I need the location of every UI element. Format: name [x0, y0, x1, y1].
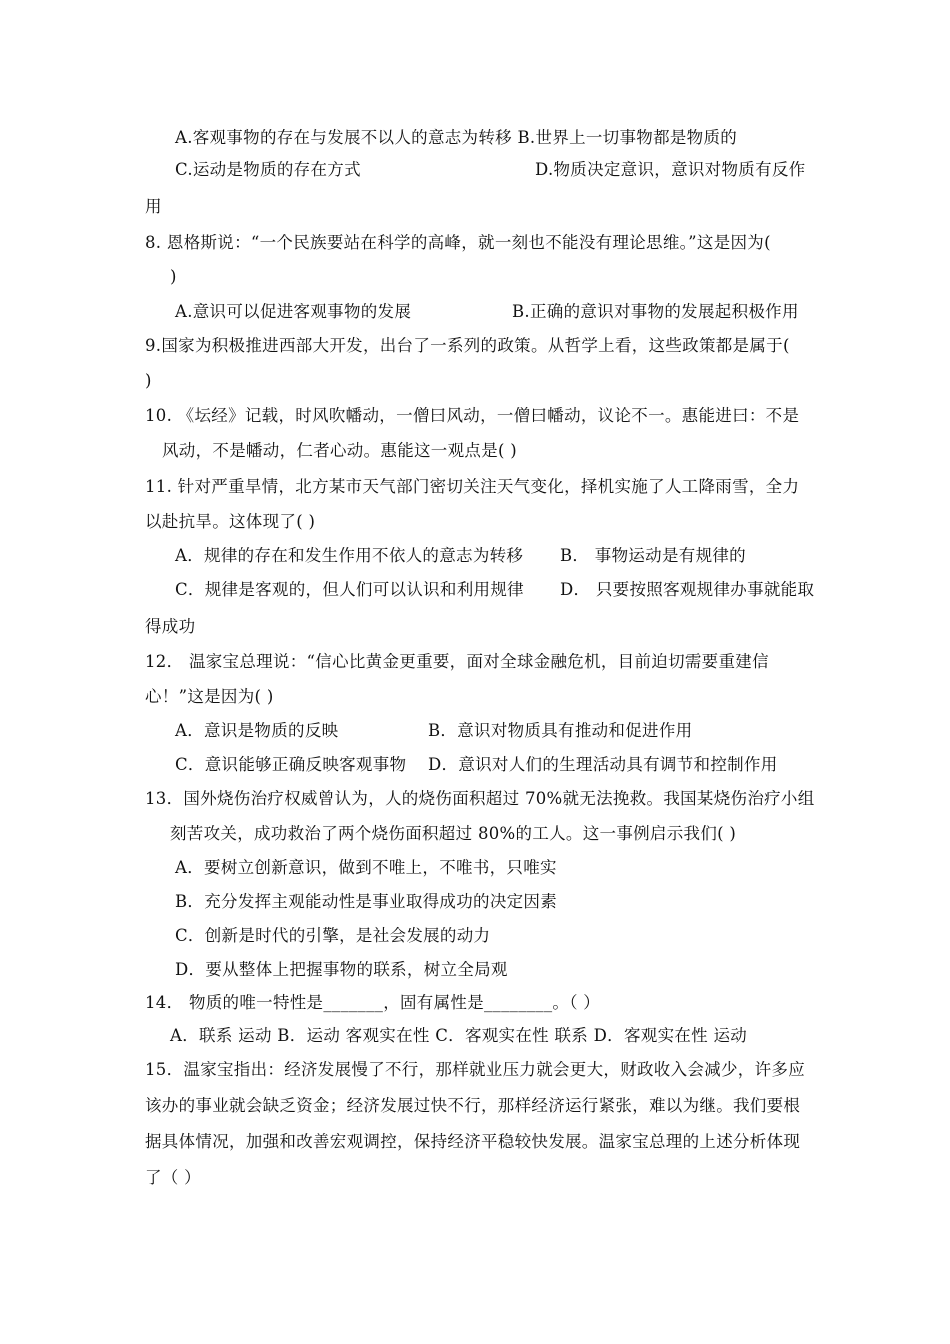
q11-option-d-cont: 得成功 — [145, 617, 196, 636]
q12-option-d: D．意识对人们的生理活动具有调节和控制作用 — [428, 755, 778, 774]
q9-stem: 9.国家为积极推进西部大开发，出台了一系列的政策。从哲学上看，这些政策都是属于( — [145, 336, 790, 355]
q12-option-c: C．意识能够正确反映客观事物 — [175, 755, 407, 774]
q10-stem-cont: 风动，不是幡动，仁者心动。惠能这一观点是( ) — [162, 441, 518, 460]
q13-option-d: D．要从整体上把握事物的联系，树立全局观 — [175, 960, 508, 979]
q13-stem-cont: 刻苦攻关，成功救治了两个烧伤面积超过 80%的工人。这一事例启示我们( ) — [170, 824, 737, 843]
q15-stem: 15．温家宝指出：经济发展慢了不行，那样就业压力就会更大，财政收入会减少，许多应 — [145, 1060, 805, 1079]
q14-stem: 14． 物质的唯一特性是_______，固有属性是________。（ ） — [145, 993, 601, 1012]
q12-option-a: A．意识是物质的反映 — [175, 721, 339, 740]
q10-stem: 10. 《坛经》记载，时风吹幡动，一僧曰风动，一僧曰幡动，议论不一。惠能进曰：不是 — [145, 406, 800, 425]
q11-option-d: D． 只要按照客观规律办事就能取 — [560, 580, 815, 599]
q11-stem: 11. 针对严重旱情，北方某市天气部门密切关注天气变化，择机实施了人工降雨雪，全力 — [145, 477, 800, 496]
q13-option-a: A．要树立创新意识，做到不唯上，不唯书，只唯实 — [175, 858, 557, 877]
q8-stem: 8. 恩格斯说：“一个民族要站在科学的高峰，就一刻也不能没有理论思维。”这是因为( — [145, 233, 771, 252]
q8-option-b: B.正确的意识对事物的发展起积极作用 — [512, 302, 799, 321]
q7-option-c: C.运动是物质的存在方式 — [175, 160, 361, 179]
q11-option-b: B． 事物运动是有规律的 — [560, 546, 746, 565]
q12-stem: 12． 温家宝总理说：“信心比黄金更重要，面对全球金融危机，目前迫切需要重建信 — [145, 652, 769, 671]
q7-options-ab: A.客观事物的存在与发展不以人的意志为转移 B.世界上一切事物都是物质的 — [175, 128, 738, 147]
q15-stem-cont-2: 据具体情况，加强和改善宏观调控，保持经济平稳较快发展。温家宝总理的上述分析体现 — [145, 1132, 801, 1151]
q12-option-b: B．意识对物质具有推动和促进作用 — [428, 721, 693, 740]
q8-option-a: A.意识可以促进客观事物的发展 — [175, 302, 412, 321]
q15-stem-cont-1: 该办的事业就会缺乏资金；经济发展过快不行，那样经济运行紧张，难以为继。我们要根 — [145, 1096, 801, 1115]
q15-stem-cont-3: 了（ ） — [145, 1168, 201, 1187]
q13-option-c: C．创新是时代的引擎，是社会发展的动力 — [175, 926, 491, 945]
q11-stem-cont: 以赴抗旱。这体现了( ) — [145, 512, 316, 531]
q7-option-d-cont: 用 — [145, 197, 162, 216]
q8-stem-cont: ) — [170, 267, 177, 286]
q11-option-a: A．规律的存在和发生作用不依人的意志为转移 — [175, 546, 524, 565]
q12-stem-cont: 心！”这是因为( ) — [145, 687, 274, 706]
q9-stem-cont: ) — [145, 371, 152, 390]
q13-stem: 13．国外烧伤治疗权威曾认为，人的烧伤面积超过 70%就无法挽救。我国某烧伤治疗小组 — [145, 789, 815, 808]
q13-option-b: B．充分发挥主观能动性是事业取得成功的决定因素 — [175, 892, 558, 911]
q14-options: A．联系 运动 B．运动 客观实在性 C．客观实在性 联系 D．客观实在性 运动 — [170, 1026, 748, 1045]
q7-option-d: D.物质决定意识，意识对物质有反作 — [535, 160, 806, 179]
q11-option-c: C．规律是客观的，但人们可以认识和利用规律 — [175, 580, 524, 599]
